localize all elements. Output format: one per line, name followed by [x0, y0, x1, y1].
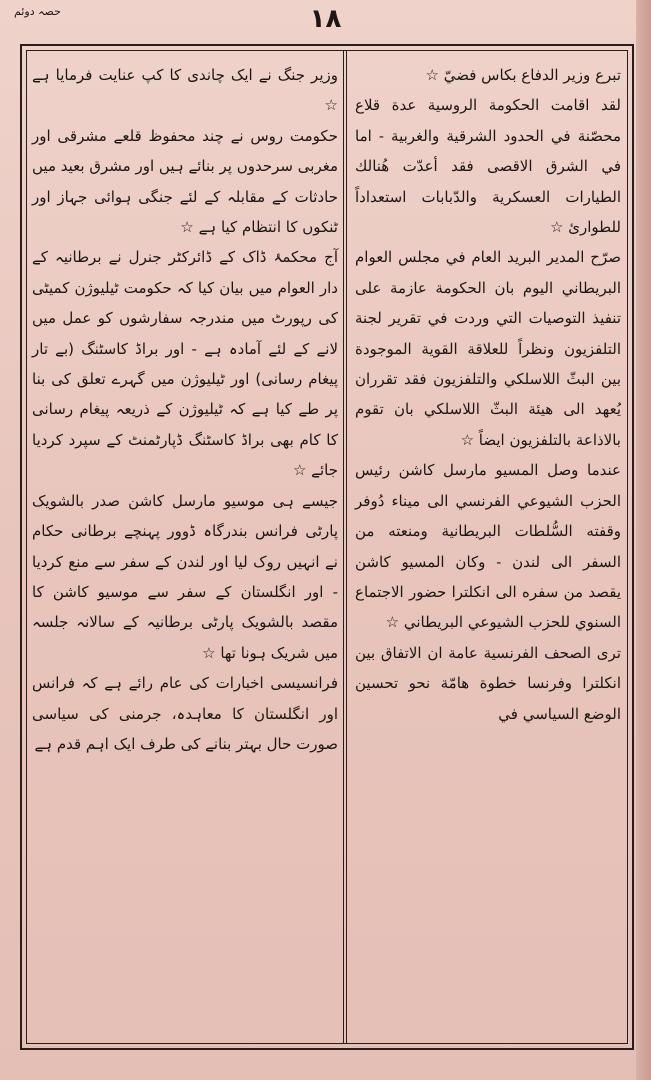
urdu-paragraph: وزیر جنگ نے ایک چاندی کا کپ عنایت فرمایا ہے ☆ [32, 66, 338, 115]
section-label: حصہ دوئم [14, 5, 61, 18]
arabic-column [355, 60, 621, 729]
arabic-paragraph: تبرع وزير الدفاع بكاس فضيّ ☆ [425, 66, 621, 84]
page-header [0, 0, 651, 46]
page-edge-strip [636, 0, 651, 1080]
column-divider [343, 50, 347, 1044]
arabic-paragraph: لقد اقامت الحكومة الروسية عدة قلاع محصّنة في الحدود الشرقية والغربية - اما في الشرق الاقصى فقد أعدّت هُنالك الطيارات العسكرية والدّبابات استعداداً للطوارئ ☆ [355, 96, 621, 237]
urdu-paragraph: آج محکمۂ ڈاک کے ڈائرکٹر جنرل نے برطانیہ کے دار العوام میں بیان کیا کہ حکومت ٹیلیوژن کمیٹی کی رپورٹ میں مندرجہ سفارشوں کو عمل میں لانے کے لئے آمادہ ہے - اور براڈ کاسٹنگ (بے تار پیغام رسانی) اور ٹیلیوژن میں گہرے تعلق کی بنا پر طے کیا ہے کہ ٹیلیوژن کے ذریعہ پیغام رسانی کا کام بھی براڈ کاسٹنگ ڈپارٹمنٹ کے سپرد کردیا جائے ☆ [32, 248, 338, 480]
page-number: ١٨ [309, 4, 342, 34]
arabic-paragraph: ترى الصحف الفرنسية عامة ان الاتفاق بين انكلترا وفرنسا خطوة هامّة نحو تحسين الوضع السياسي في [355, 643, 621, 723]
urdu-column [32, 60, 338, 759]
urdu-paragraph: جیسے ہی موسیو مارسل کاشن صدر بالشویک پارٹی فرانس بندرگاہ ڈوور پہنچے برطانی حکام نے انہیں روک لیا اور لندن کے سفر سے منع کردیا - اور انگلستان کے سفر سے موسیو کاشن کا مقصد بالشویک پارٹی برطانیہ کے سالانہ جلسہ میں شریک ہونا تھا ☆ [32, 491, 338, 662]
arabic-paragraph: عندما وصل المسيو مارسل كاشن رئيس الحزب الشيوعي الفرنسي الى ميناء دُوفر وقفته السُّلطات البريطانية ومنعته من السفر الى لندن - وكان المسيو كاشن يقصد من سفره الى انكلترا حضور الاجتماع السنوي للحزب الشيوعي البريطاني ☆ [355, 461, 621, 632]
arabic-paragraph: صرّح المدير البريد العام في مجلس العوام البريطاني اليوم بان الحكومة عازمة على تنفيذ التوصيات التي وردت في تقرير لجنة التلفزيون ونظراً للعلاقة القوية الموجودة بين البثّ اللاسلكي والتلفزيون فقد تقرران يُعهد الى هيئة البثّ اللاسلكي بان تقوم بالاذاعة بالتلفزيون ايضاً ☆ [355, 248, 621, 449]
urdu-paragraph: فرانسیسی اخبارات کی عام رائے ہے کہ فرانس اور انگلستان کا معاہدہ، جرمنی کی سیاسی صورت حال بہتر بنانے کی طرف ایک اہم قدم ہے [32, 674, 338, 753]
urdu-paragraph: حکومت روس نے چند محفوظ قلعے مشرقی اور مغربی سرحدوں پر بنائے ہیں اور مشرق بعید میں حادثات کے مقابلہ کے لئے جنگی ہوائی جہاز اور ٹنکوں کا انتظام کیا ہے ☆ [32, 126, 338, 237]
